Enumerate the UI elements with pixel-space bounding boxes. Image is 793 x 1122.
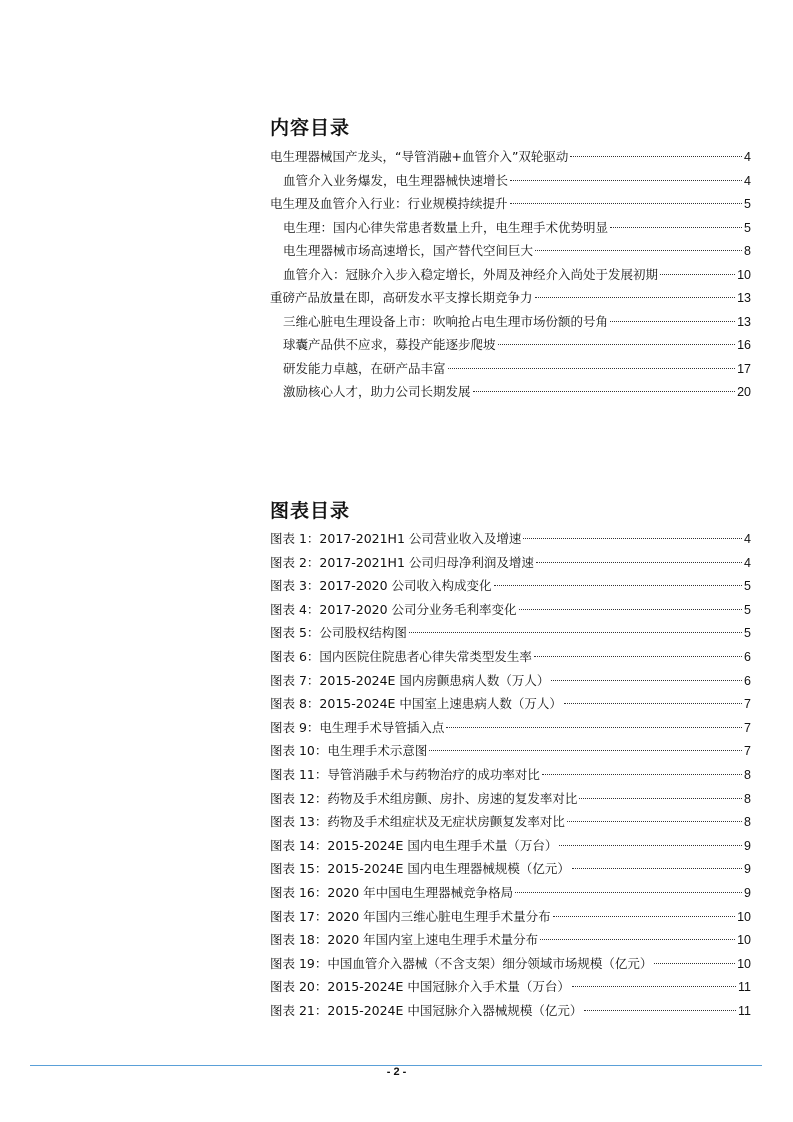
dot-leader xyxy=(519,609,743,610)
toc-item[interactable] xyxy=(270,310,751,334)
figures-list xyxy=(270,527,751,1022)
toc-item[interactable] xyxy=(270,216,751,240)
figure-item-page: 11 xyxy=(738,1003,751,1018)
dot-leader xyxy=(572,986,736,987)
toc-item-text: 血管介入：冠脉介入步入稳定增长，外周及神经介入尚处于发展初期 xyxy=(283,266,659,282)
figure-item-page: 5 xyxy=(744,602,751,617)
dot-leader xyxy=(564,703,742,704)
toc-item-page: 20 xyxy=(737,385,751,399)
toc-item-page: 8 xyxy=(744,244,751,258)
dot-leader xyxy=(510,180,742,181)
figures-title: 图表目录 xyxy=(270,500,351,522)
toc-item-text: 电生理器械国产龙头，“导管消融+血管介入”双轮驱动 xyxy=(270,149,569,164)
figure-item-text: 图表 16：2020 年中国电生理器械竞争格局 xyxy=(270,884,514,900)
figure-item-page: 8 xyxy=(744,767,751,782)
dot-leader xyxy=(409,632,742,633)
toc-item[interactable] xyxy=(270,263,751,287)
figure-item[interactable] xyxy=(270,975,751,999)
figure-item-text: 图表 3：2017-2020 公司收入构成变化 xyxy=(270,578,492,594)
figure-item-page: 11 xyxy=(738,980,751,995)
figure-item[interactable] xyxy=(270,598,751,622)
toc-item-text: 电生理器械市场高速增长，国产替代空间巨大 xyxy=(283,243,534,258)
dot-leader xyxy=(498,344,736,345)
toc-item-page: 16 xyxy=(737,338,751,352)
toc-item-text: 电生理及血管介入行业：行业规模持续提升 xyxy=(270,196,508,211)
figure-item-text: 图表 7：2015-2024E 国内房颤患病人数（万人） xyxy=(270,672,550,688)
dot-leader xyxy=(534,656,742,657)
figure-item-page: 8 xyxy=(744,815,751,830)
figure-item[interactable] xyxy=(270,905,751,929)
dot-leader xyxy=(535,250,742,251)
figure-item-page: 4 xyxy=(744,555,751,570)
figure-item-text: 图表 1：2017-2021H1 公司营业收入及增速 xyxy=(270,531,522,546)
dot-leader xyxy=(660,274,735,275)
toc-item-text: 重磅产品放量在即，高研发水平支撑长期竞争力 xyxy=(270,290,533,305)
figure-item-page: 7 xyxy=(744,697,751,712)
toc-list xyxy=(270,145,751,404)
toc-item-page: 5 xyxy=(744,197,751,211)
figure-item-text: 图表 15：2015-2024E 国内电生理器械规模（亿元） xyxy=(270,861,570,877)
figure-item[interactable] xyxy=(270,857,751,881)
toc-item-text: 血管介入业务爆发，电生理器械快速增长 xyxy=(283,172,509,188)
toc-item[interactable] xyxy=(270,357,751,381)
toc-item[interactable] xyxy=(270,286,751,310)
figure-item-page: 10 xyxy=(737,909,751,924)
toc-item-text: 三维心脏电生理设备上市：吹响抢占电生理市场份额的号角 xyxy=(283,313,609,329)
figure-item[interactable] xyxy=(270,692,751,716)
dot-leader xyxy=(535,297,736,298)
figure-item-text: 图表 2：2017-2021H1 公司归母净利润及增速 xyxy=(270,554,534,570)
figure-item-page: 5 xyxy=(744,579,751,594)
dot-leader xyxy=(610,321,735,322)
dot-leader xyxy=(610,227,742,228)
toc-item-page: 4 xyxy=(744,173,751,188)
figure-item-text: 图表 8：2015-2024E 中国室上速患病人数（万人） xyxy=(270,696,562,712)
figure-item-page: 7 xyxy=(744,744,751,759)
dot-leader xyxy=(448,368,736,369)
toc-item-page: 13 xyxy=(737,314,751,329)
toc-item[interactable] xyxy=(270,169,751,193)
toc-item[interactable] xyxy=(270,380,751,404)
toc-item-text: 电生理：国内心律失常患者数量上升，电生理手术优势明显 xyxy=(283,219,609,235)
figure-item-text: 图表 5：公司股权结构图 xyxy=(270,625,407,641)
figure-item-page: 9 xyxy=(744,862,751,877)
toc-item-text: 球囊产品供不应求，募投产能逐步爬坡 xyxy=(283,337,496,352)
dot-leader xyxy=(515,892,742,893)
figure-item-page: 7 xyxy=(744,720,751,735)
dot-leader xyxy=(523,538,742,539)
figure-item-text: 图表 9：电生理手术导管插入点 xyxy=(270,719,445,735)
figure-item-text: 图表 19：中国血管介入器械（不含支架）细分领域市场规模（亿元） xyxy=(270,955,653,971)
figure-item-page: 5 xyxy=(744,626,751,641)
figure-item[interactable] xyxy=(270,621,751,645)
figure-item-text: 图表 20：2015-2024E 中国冠脉介入手术量（万台） xyxy=(270,979,570,995)
figure-item-text: 图表 10：电生理手术示意图 xyxy=(270,743,428,759)
dot-leader xyxy=(473,391,736,392)
figure-item-text: 图表 17：2020 年国内三维心脏电生理手术量分布 xyxy=(270,908,551,924)
figure-item[interactable] xyxy=(270,787,751,811)
figure-item[interactable] xyxy=(270,810,751,834)
toc-item-page: 17 xyxy=(737,361,751,376)
figure-item[interactable] xyxy=(270,763,751,787)
dot-leader xyxy=(559,845,742,846)
toc-item-page: 10 xyxy=(737,267,751,282)
dot-leader xyxy=(551,680,742,681)
figure-item-text: 图表 14：2015-2024E 国内电生理手术量（万台） xyxy=(270,837,558,853)
figure-item-page: 10 xyxy=(737,933,751,948)
figure-item[interactable] xyxy=(270,527,751,551)
toc-item[interactable] xyxy=(270,239,751,263)
figure-item-text: 图表 11：导管消融手术与药物治疗的成功率对比 xyxy=(270,766,540,782)
figure-item-page: 10 xyxy=(737,956,751,971)
figure-item[interactable] xyxy=(270,952,751,976)
figure-item[interactable] xyxy=(270,716,751,740)
dot-leader xyxy=(654,963,735,964)
toc-item[interactable] xyxy=(270,145,751,169)
dot-leader xyxy=(572,868,742,869)
figure-item-text: 图表 13：药物及手术组症状及无症状房颤复发率对比 xyxy=(270,814,565,830)
figure-item-text: 图表 21：2015-2024E 中国冠脉介入器械规模（亿元） xyxy=(270,1002,583,1018)
dot-leader xyxy=(429,750,742,751)
dot-leader xyxy=(494,585,743,586)
figure-item-page: 6 xyxy=(744,673,751,688)
dot-leader xyxy=(542,774,742,775)
figure-item[interactable] xyxy=(270,881,751,905)
page-number: - 2 - xyxy=(386,1066,407,1078)
toc-item-page: 5 xyxy=(744,220,751,235)
toc-item[interactable] xyxy=(270,333,751,357)
dot-leader xyxy=(579,798,742,799)
toc-item-text: 研发能力卓越，在研产品丰富 xyxy=(283,360,446,376)
figure-item[interactable] xyxy=(270,739,751,763)
figure-item-page: 4 xyxy=(744,532,751,546)
dot-leader xyxy=(446,727,742,728)
dot-leader xyxy=(510,203,743,204)
dot-leader xyxy=(536,562,742,563)
dot-leader xyxy=(553,916,735,917)
figure-item-page: 8 xyxy=(744,791,751,806)
toc-item-page: 4 xyxy=(744,150,751,164)
toc-item[interactable] xyxy=(270,192,751,216)
figure-item-text: 图表 18：2020 年国内室上速电生理手术量分布 xyxy=(270,932,539,948)
dot-leader xyxy=(584,1010,736,1011)
figure-item-page: 9 xyxy=(744,885,751,900)
figure-item[interactable] xyxy=(270,834,751,858)
dot-leader xyxy=(567,821,742,822)
dot-leader xyxy=(570,156,742,157)
figure-item-page: 6 xyxy=(744,649,751,664)
figure-item[interactable] xyxy=(270,928,751,952)
figure-item[interactable] xyxy=(270,574,751,598)
figure-item-page: 9 xyxy=(744,838,751,853)
toc-item-text: 激励核心人才，助力公司长期发展 xyxy=(283,384,471,399)
figure-item-text: 图表 12：药物及手术组房颤、房扑、房速的复发率对比 xyxy=(270,790,578,806)
dot-leader xyxy=(540,939,735,940)
figure-item[interactable] xyxy=(270,999,751,1023)
figure-item[interactable] xyxy=(270,551,751,575)
figure-item-text: 图表 6：国内医院住院患者心律失常类型发生率 xyxy=(270,648,532,664)
toc-item-page: 13 xyxy=(737,291,751,305)
figure-item[interactable] xyxy=(270,645,751,669)
toc-title: 内容目录 xyxy=(270,117,351,139)
figure-item[interactable] xyxy=(270,669,751,693)
figure-item-text: 图表 4：2017-2020 公司分业务毛利率变化 xyxy=(270,601,517,617)
